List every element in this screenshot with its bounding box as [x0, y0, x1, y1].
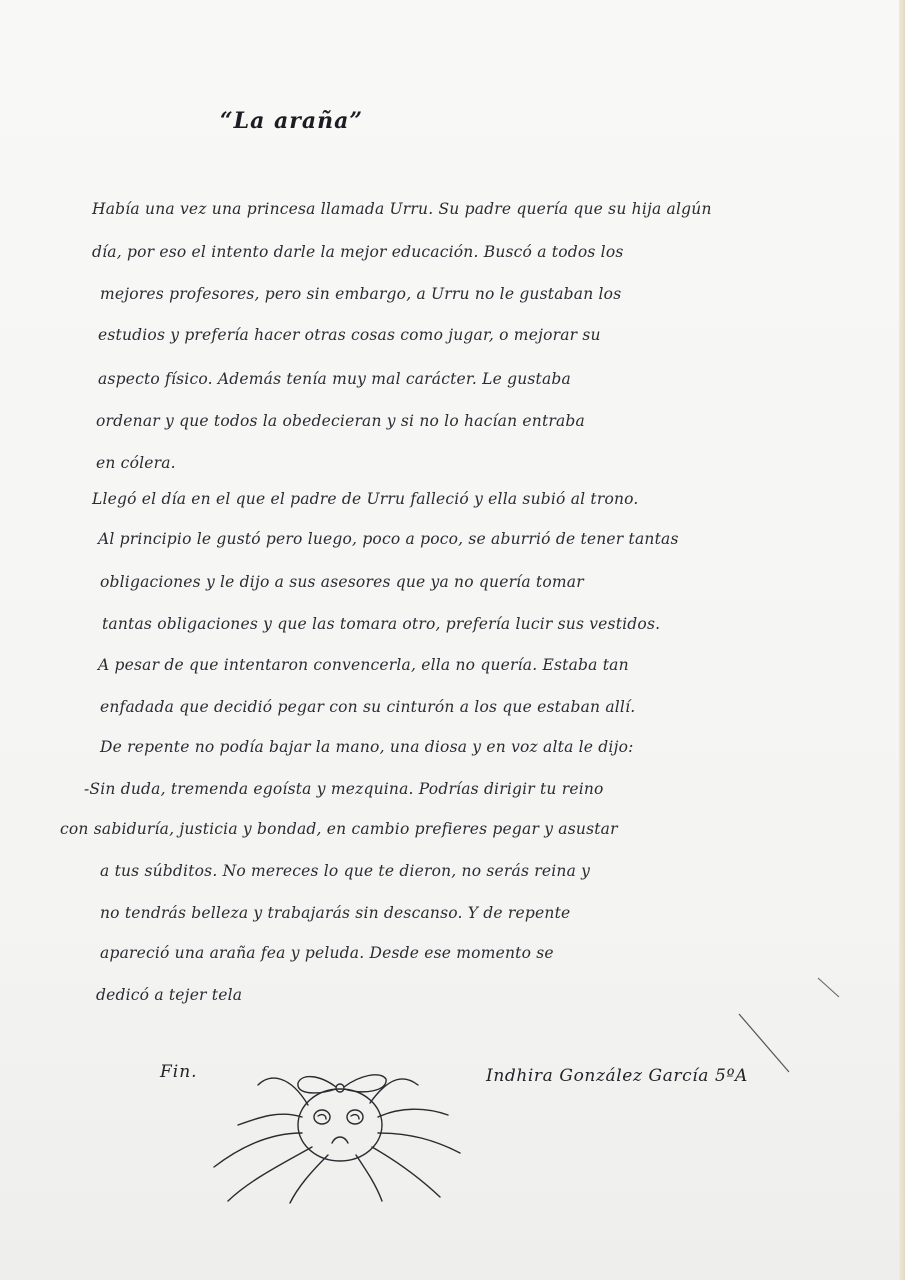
text-line: aspecto físico. Además tenía muy mal carácter. Le gustaba	[98, 370, 571, 388]
text-line: Al principio le gustó pero luego, poco a poco, se aburrió de tener tantas	[98, 530, 679, 548]
text-line: Llegó el día en el que el padre de Urru falleció y ella subió al trono.	[92, 490, 639, 508]
text-line: día, por eso el intento darle la mejor educación. Buscó a todos los	[92, 243, 624, 261]
text-line: tantas obligaciones y que las tomara otro, prefería lucir sus vestidos.	[102, 615, 661, 633]
text-line: dedicó a tejer tela	[96, 986, 243, 1004]
text-line: enfadada que decidió pegar con su cinturón a los que estaban allí.	[100, 698, 636, 716]
text-line: mejores profesores, pero sin embargo, a Urru no le gustaban los	[100, 285, 622, 303]
story-title: “La araña”	[220, 108, 364, 134]
text-line: a tus súbditos. No mereces lo que te dieron, no serás reina y	[100, 862, 591, 880]
spider-drawing	[210, 1055, 470, 1205]
text-line: Había una vez una princesa llamada Urru. Su padre quería que su hija algún	[92, 200, 712, 218]
text-line: estudios y prefería hacer otras cosas como jugar, o mejorar su	[98, 326, 601, 344]
stray-pen-stroke	[735, 1010, 795, 1080]
text-line: en cólera.	[96, 454, 176, 472]
paper-edge	[899, 0, 905, 1280]
text-line: ordenar y que todos la obedecieran y si no lo hacían entraba	[96, 412, 585, 430]
text-line: no tendrás belleza y trabajarás sin descanso. Y de repente	[100, 904, 571, 922]
text-line: con sabiduría, justicia y bondad, en cambio prefieres pegar y asustar	[60, 820, 618, 838]
text-line: obligaciones y le dijo a sus asesores que ya no quería tomar	[100, 573, 584, 591]
text-line: apareció una araña fea y peluda. Desde ese momento se	[100, 944, 554, 962]
text-line: A pesar de que intentaron convencerla, ella no quería. Estaba tan	[98, 656, 629, 674]
author-signature: Indhira González García 5ºA	[486, 1066, 748, 1086]
fin-label: Fin.	[160, 1062, 198, 1082]
text-line: De repente no podía bajar la mano, una diosa y en voz alta le dijo:	[100, 738, 634, 756]
stray-pen-stroke	[815, 975, 845, 1005]
text-line: -Sin duda, tremenda egoísta y mezquina. Podrías dirigir tu reino	[84, 780, 604, 798]
